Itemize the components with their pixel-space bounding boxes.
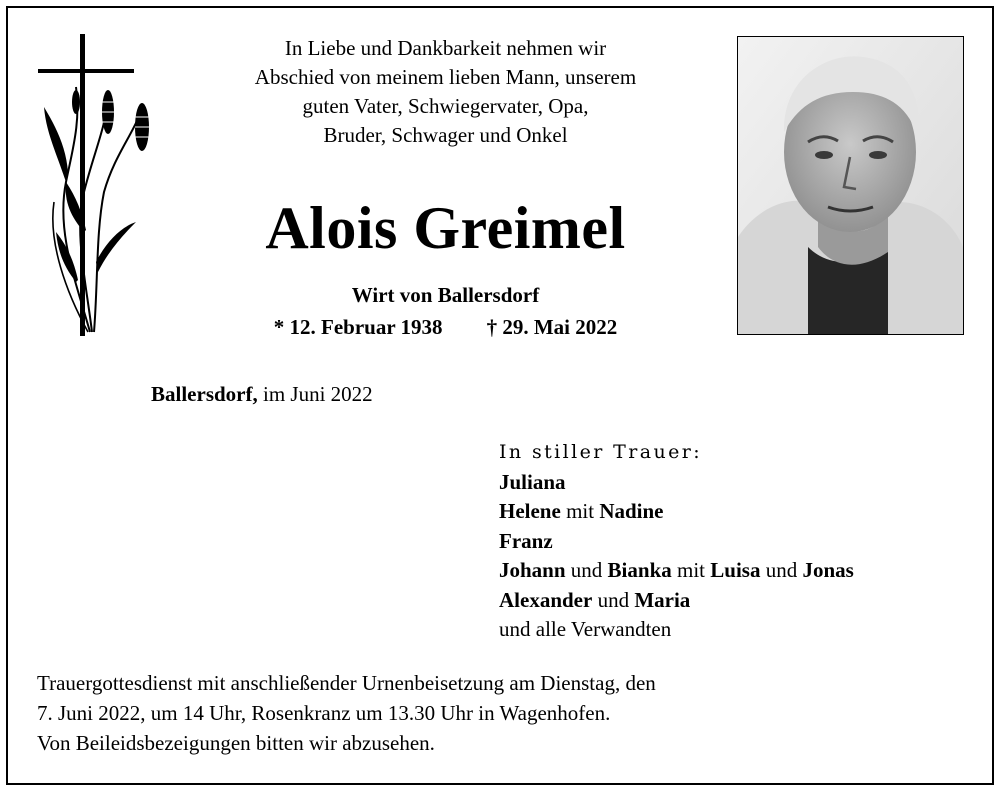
mourner-name: Jonas: [802, 558, 854, 582]
service-line: 7. Juni 2022, um 14 Uhr, Rosenkranz um 13.30 Uhr in Wagenhofen.: [37, 701, 611, 725]
deceased-role: Wirt von Ballersdorf: [351, 283, 540, 307]
mourner-connector: und: [760, 558, 803, 582]
service-info: [37, 668, 656, 758]
service-line: Trauergottesdienst mit anschließender Urnenbeisetzung am Dienstag, den: [37, 671, 656, 695]
intro-line: guten Vater, Schwiegervater, Opa,: [302, 94, 589, 118]
mourner-line: [499, 556, 854, 586]
mourner-line: [499, 497, 854, 527]
mourner-name: Johann: [499, 558, 566, 582]
mourner-name: Juliana: [499, 469, 566, 494]
cross-with-wheat-icon: [36, 32, 166, 342]
mourner-connector: mit: [560, 499, 600, 523]
intro-line: Bruder, Schwager und Onkel: [323, 123, 568, 147]
deceased-name: Alois Greimel: [265, 195, 626, 261]
mourner-connector: und: [592, 587, 635, 612]
death-date: † 29. Mai 2022: [486, 315, 618, 339]
mourner-line: und alle Verwandten: [499, 617, 672, 641]
issue-date: im Juni 2022: [257, 382, 373, 406]
obituary-card: [6, 6, 994, 785]
intro-line: In Liebe und Dankbarkeit nehmen wir: [284, 36, 607, 60]
mourner-line: [499, 527, 854, 557]
mourner-name: Bianka: [607, 558, 672, 582]
mourner-connector: und: [565, 558, 608, 582]
mourner-name: Luisa: [710, 558, 761, 582]
intro-text: [158, 34, 733, 150]
service-line: Von Beileidsbezeigungen bitten wir abzusehen.: [37, 731, 435, 755]
mourner-line: [499, 468, 854, 498]
mourner-name: Franz: [499, 528, 553, 553]
mourner-connector: mit: [671, 558, 711, 582]
mourner-line: [499, 586, 854, 616]
birth-date: * 12. Februar 1938: [273, 315, 443, 339]
intro-line: Abschied von meinem lieben Mann, unserem: [254, 65, 637, 89]
place-name: Ballersdorf,: [151, 382, 258, 406]
mourner-name: Alexander: [499, 587, 593, 612]
mourner-name: Maria: [634, 587, 691, 612]
mourners-list: [499, 438, 854, 645]
portrait-photo: [737, 36, 964, 335]
mourner-name: Nadine: [599, 499, 664, 523]
life-dates: [158, 315, 733, 340]
mourners-heading: In stiller Trauer:: [499, 441, 703, 463]
place-date: [151, 382, 373, 407]
mourner-name: Helene: [499, 499, 561, 523]
